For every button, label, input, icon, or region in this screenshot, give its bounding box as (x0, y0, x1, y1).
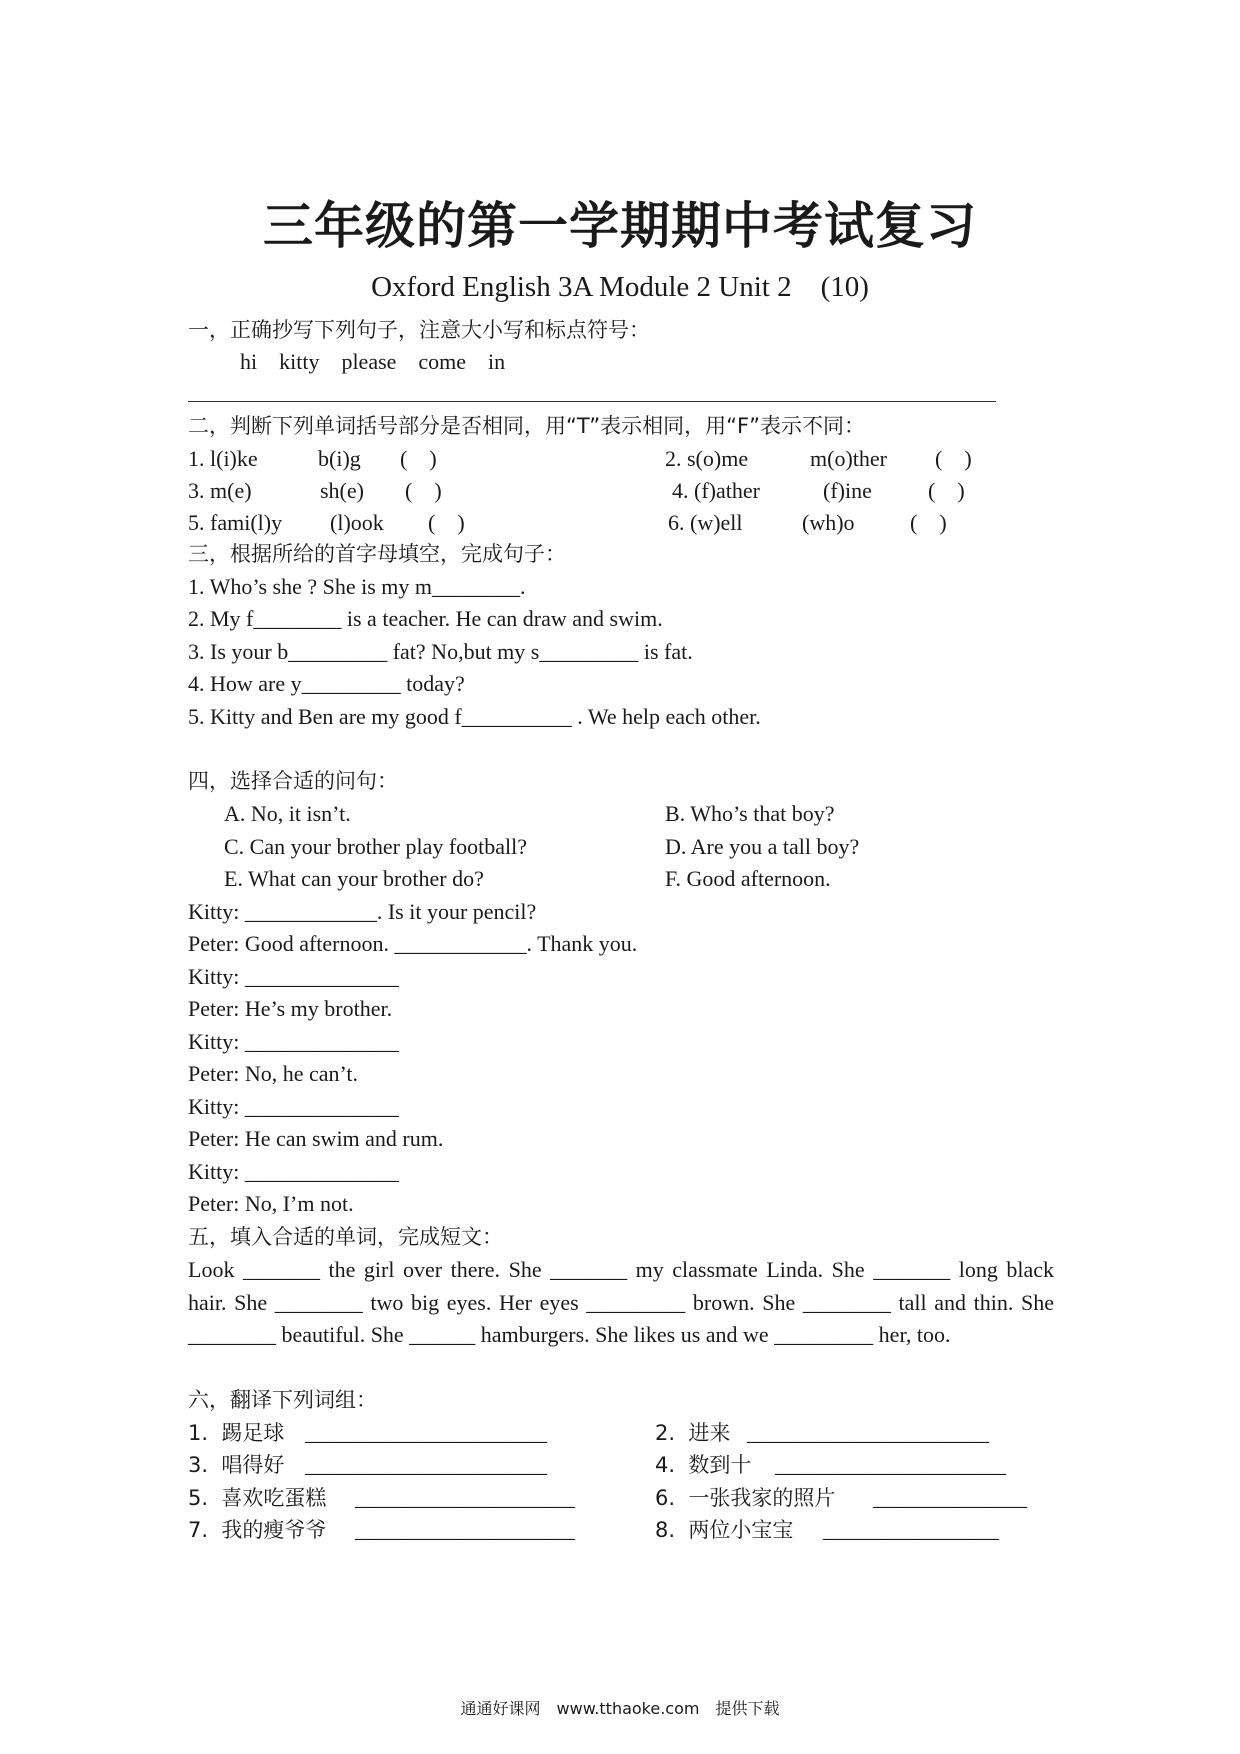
dialogue-line: Peter: No, he can’t. (188, 1061, 359, 1086)
dialogue-line: Kitty: ______________ (188, 1094, 399, 1119)
section-5-heading: 五，填入合适的单词，完成短文： (188, 1225, 503, 1249)
fill-in-sentence: 4. How are y_________ today? (188, 671, 465, 696)
dialogue-line: Kitty: ______________ (188, 1029, 399, 1054)
word-pair-a: 3. m(e) (188, 478, 252, 503)
word-pair-a: 1. l(i)ke (188, 446, 258, 471)
dialogue-line: Peter: He can swim and rum. (188, 1126, 444, 1151)
word-pair-b: b(i)g (318, 446, 361, 471)
answer-bracket: ( ) (910, 510, 947, 535)
option-a: A. No, it isn’t. (224, 801, 351, 826)
dialogue-line: Peter: Good afternoon. ____________. Thank you. (188, 931, 638, 956)
translate-item-label: 6. 一张我家的照片 (655, 1486, 836, 1510)
fill-in-sentence: 5. Kitty and Ben are my good f__________ . We help each other. (188, 704, 761, 729)
translate-item-label: 1. 踢足球 (188, 1421, 285, 1445)
translate-item-blank: ____________________ (355, 1485, 575, 1510)
translate-item-blank: ______________________ (305, 1452, 547, 1477)
answer-bracket: ( ) (405, 478, 442, 503)
option-e: E. What can your brother do? (224, 866, 484, 891)
translate-item-label: 2. 进来 (655, 1421, 731, 1445)
section-6-heading: 六，翻译下列词组： (188, 1388, 377, 1412)
word-pair-a: 5. fami(l)y (188, 510, 283, 535)
translate-item-blank: ______________________ (305, 1420, 547, 1445)
dialogue-line: Peter: No, I’m not. (188, 1191, 354, 1216)
word-pair-a: 4. (f)ather (672, 478, 760, 503)
word-pair-a: 2. s(o)me (665, 446, 749, 471)
answer-line (188, 401, 996, 402)
section-1-sentence: hi kitty please come in (240, 349, 506, 374)
word-pair-b: (l)ook (330, 510, 384, 535)
footer-credit: 通通好课网 www.tthaoke.com 提供下载 (460, 1699, 780, 1718)
cloze-passage: Look _______ the girl over there. She _______ my classmate Linda. She _______ long black hair. She ________ two big eyes. Her eyes _________ brown. She ________ tall and thin. She ________ beautiful. She ______ hamburgers. She likes us and we _________ her, too. (188, 1257, 1054, 1347)
section-1-heading: 一，正确抄写下列句子，注意大小写和标点符号： (188, 318, 650, 342)
dialogue-line: Kitty: ______________ (188, 964, 399, 989)
word-pair-b: (f)ine (823, 478, 872, 503)
option-c: C. Can your brother play football? (224, 834, 528, 859)
translate-item-label: 4. 数到十 (655, 1453, 752, 1477)
word-pair-b: (wh)o (802, 510, 855, 535)
answer-bracket: ( ) (928, 478, 965, 503)
dialogue-line: Kitty: ______________ (188, 1159, 399, 1184)
option-b: B. Who’s that boy? (665, 801, 835, 826)
word-pair-b: m(o)ther (810, 446, 887, 471)
translate-item-blank: ____________________ (355, 1517, 575, 1542)
dialogue-line: Peter: He’s my brother. (188, 996, 393, 1021)
translate-item-blank: ______________ (873, 1485, 1027, 1510)
section-4-heading: 四，选择合适的问句： (188, 769, 398, 793)
translate-item-label: 5. 喜欢吃蛋糕 (188, 1486, 327, 1510)
option-f: F. Good afternoon. (665, 866, 831, 891)
answer-bracket: ( ) (935, 446, 972, 471)
word-pair-a: 6. (w)ell (668, 510, 743, 535)
translate-item-blank: _____________________ (775, 1452, 1006, 1477)
translate-item-label: 3. 唱得好 (188, 1453, 285, 1477)
fill-in-sentence: 1. Who’s she ? She is my m________. (188, 574, 526, 599)
translate-item-blank: ________________ (823, 1517, 999, 1542)
answer-bracket: ( ) (428, 510, 465, 535)
translate-item-label: 7. 我的瘦爷爷 (188, 1518, 327, 1542)
section-3-heading: 三，根据所给的首字母填空，完成句子： (188, 542, 566, 566)
translate-item-label: 8. 两位小宝宝 (655, 1518, 794, 1542)
fill-in-sentence: 3. Is your b_________ fat? No,but my s_________ is fat. (188, 639, 693, 664)
option-d: D. Are you a tall boy? (665, 834, 860, 859)
fill-in-sentence: 2. My f________ is a teacher. He can draw and swim. (188, 606, 663, 631)
word-pair-b: sh(e) (320, 478, 364, 503)
section-2-heading: 二，判断下列单词括号部分是否相同，用“T”表示相同，用“F”表示不同： (188, 414, 865, 438)
page-subtitle: Oxford English 3A Module 2 Unit 2 (10) (371, 271, 869, 303)
dialogue-line: Kitty: ____________. Is it your pencil? (188, 899, 537, 924)
answer-bracket: ( ) (400, 446, 437, 471)
translate-item-blank: ______________________ (747, 1420, 989, 1445)
page-title: 三年级的第一学期期中考试复习 (263, 197, 977, 255)
